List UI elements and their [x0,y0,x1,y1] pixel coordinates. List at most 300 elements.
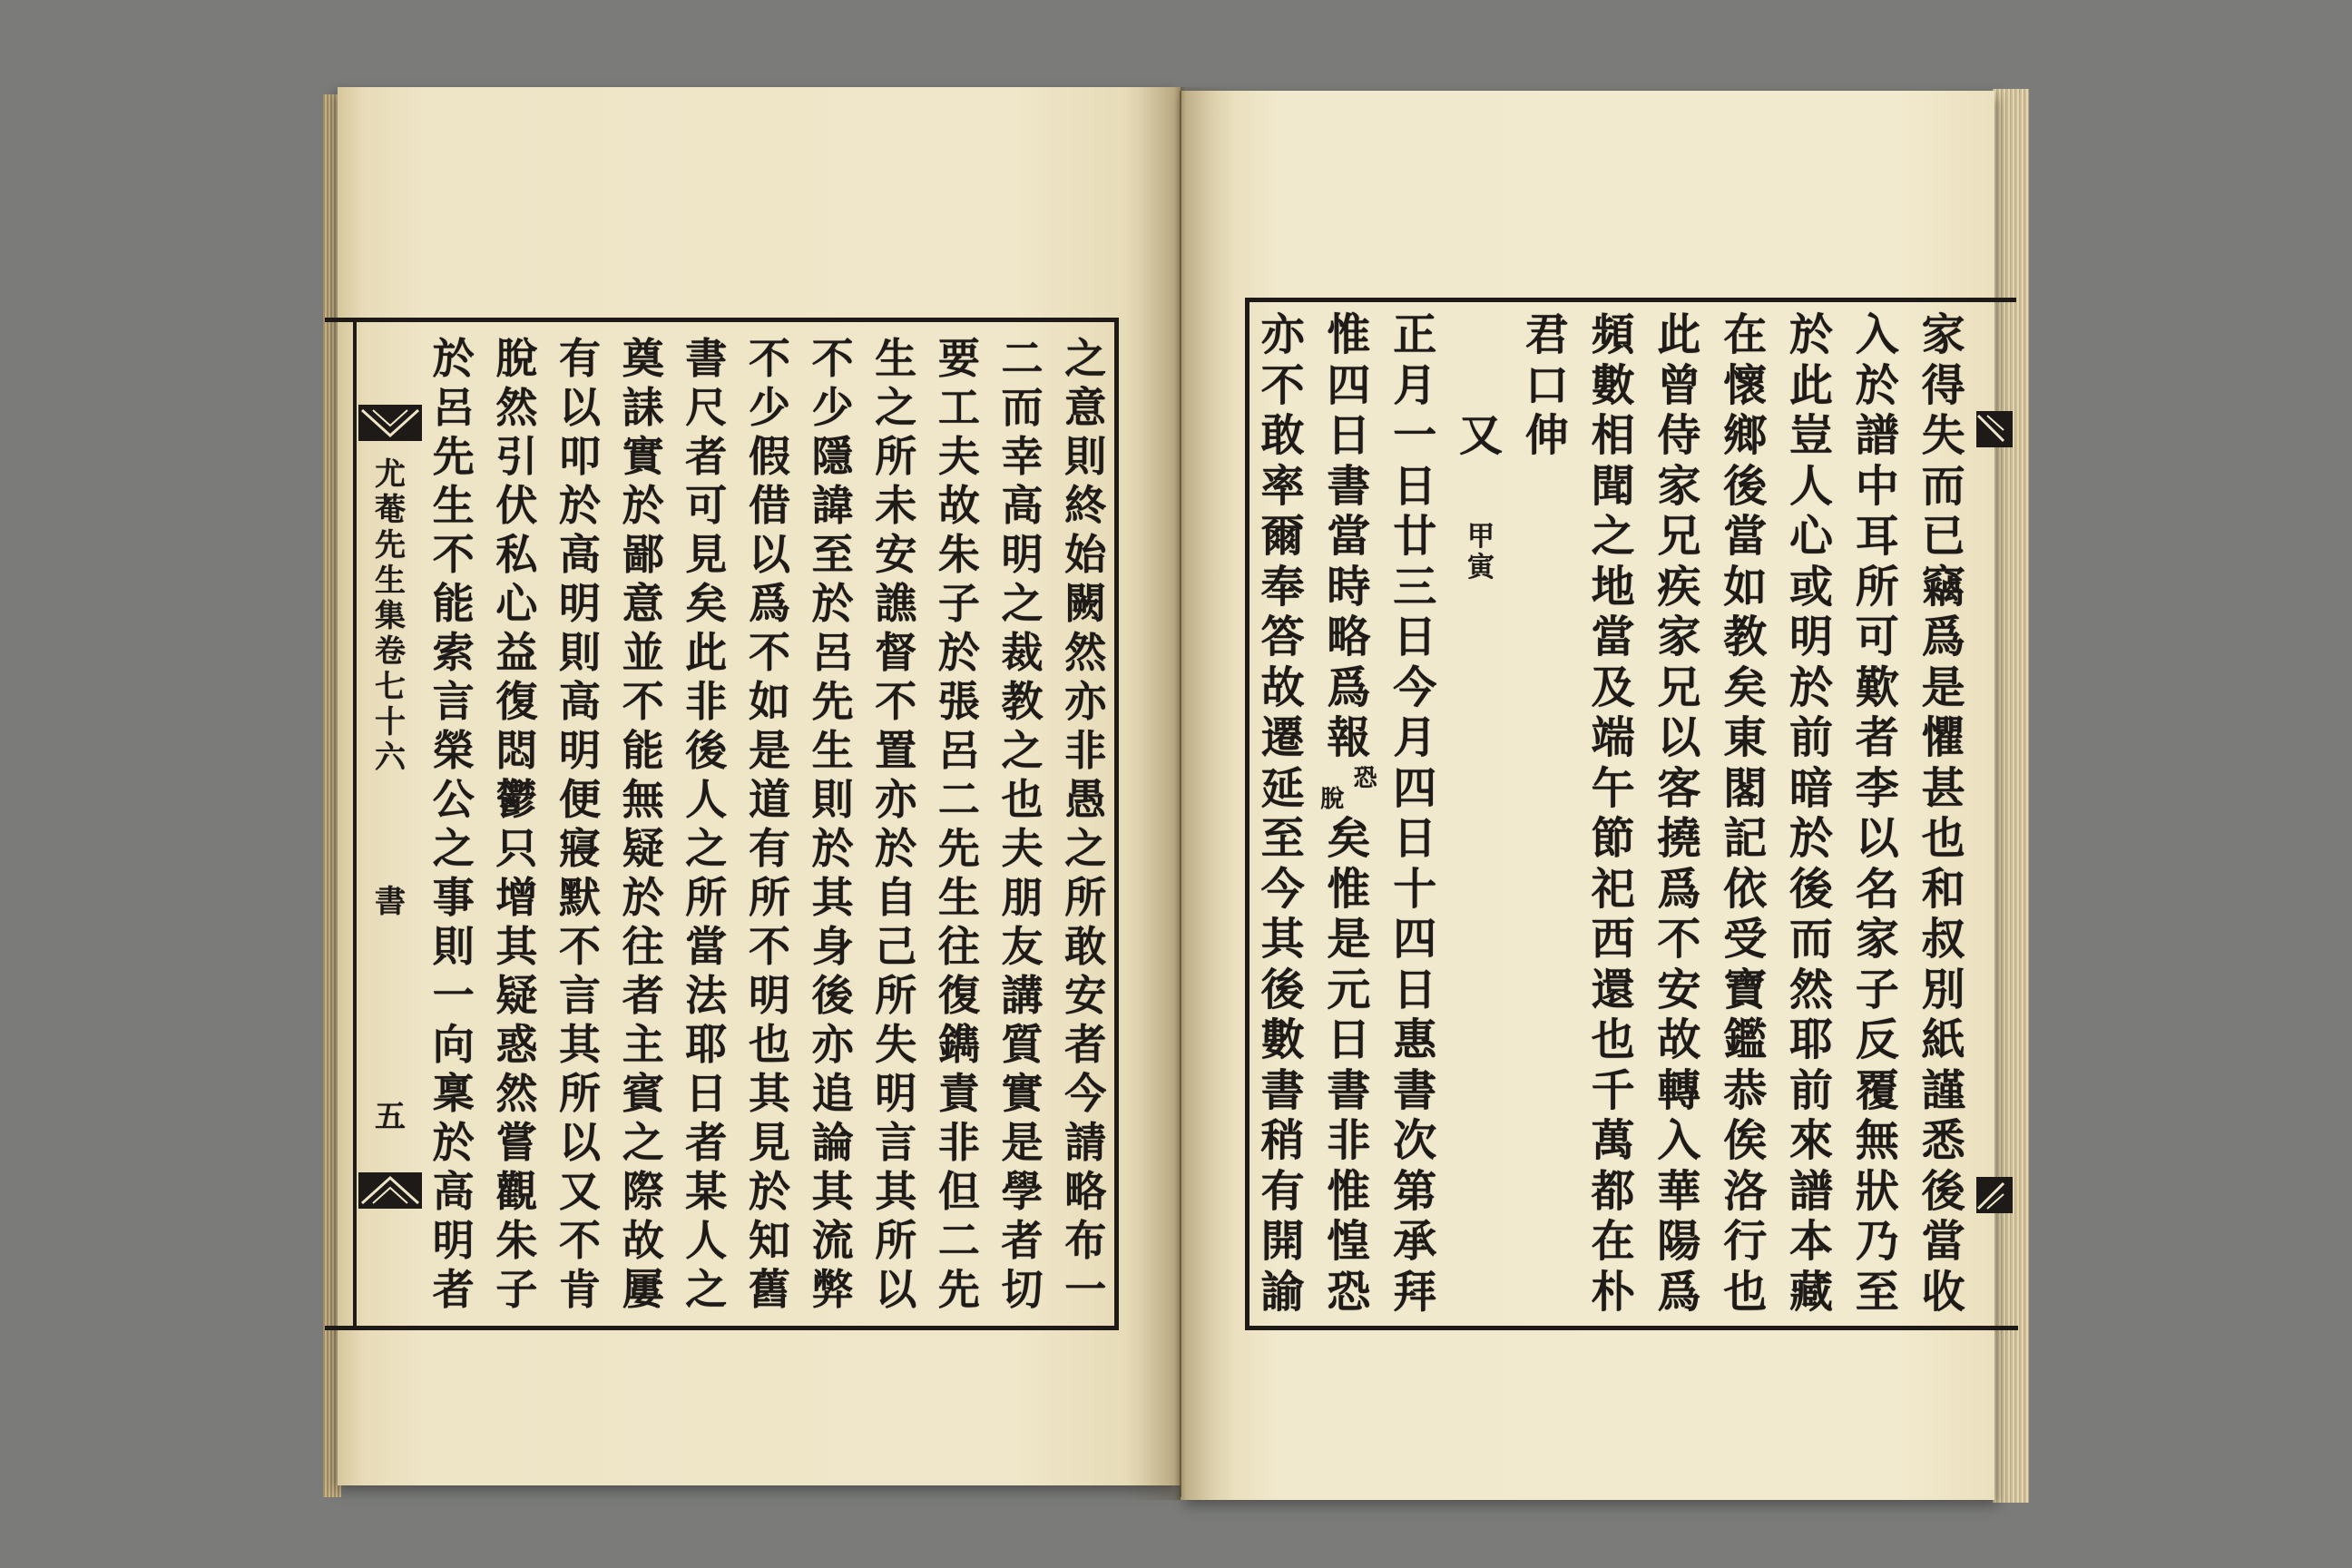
glyph: 是 [1001,1118,1044,1167]
glyph: 入 [1657,1115,1701,1166]
glyph: 舊 [748,1265,790,1314]
glyph: 不 [558,922,601,971]
glyph: 別 [1921,964,1965,1015]
glyph: 受 [1723,914,1768,965]
glyph: 講 [1001,971,1044,1020]
glyph: 生 [432,481,475,530]
glyph: 高 [432,1167,475,1216]
glyph: 朱 [495,1216,538,1265]
glyph: 諭 [1260,1266,1305,1318]
glyph: 於 [748,1167,790,1216]
glyph: 此 [1788,359,1833,411]
page-number [358,1100,422,1135]
glyph: 四 [1393,914,1437,965]
text-column [1054,334,1117,1314]
glyph: 覆 [1855,1064,1899,1116]
glyph: 責 [937,1069,980,1118]
glyph: 後 [1921,1165,1965,1217]
glyph: 生 [937,873,980,922]
glyph: 後 [1788,863,1833,915]
glyph: 者 [432,1265,475,1314]
glyph: 教 [1001,677,1044,726]
glyph: 者 [685,1118,728,1167]
glyph: 此 [685,628,728,677]
glyph: 書 [1260,1064,1305,1116]
glyph: 行 [1723,1216,1768,1267]
glyph: 明 [432,1216,475,1265]
glyph: 家 [1657,612,1701,662]
glyph: 生 [811,726,854,775]
glyph: 入 [1855,309,1899,360]
glyph: 幸 [1001,432,1044,481]
glyph: 所 [875,432,917,481]
glyph: 日 [1393,612,1437,662]
glyph: 不 [748,628,790,677]
glyph: 爲 [1327,662,1371,713]
glyph: 呂 [937,726,980,775]
fish-tail-mark-top-left [358,399,422,446]
glyph: 尺 [685,383,728,432]
glyph: 答 [1260,612,1305,662]
glyph: 失 [875,1020,917,1069]
glyph: 之 [432,824,475,873]
glyph: 如 [748,677,790,726]
glyph: 正 [1393,309,1437,360]
glyph: 曾 [1657,359,1701,411]
glyph: 先 [375,527,406,564]
glyph: 己 [875,922,917,971]
glyph: 此 [1657,309,1701,360]
glyph: 故 [1657,1014,1701,1065]
glyph: 只 [495,824,538,873]
fish-tail-mark-top-right [1976,407,2013,452]
glyph: 二 [937,775,980,824]
glyph: 誄 [622,383,664,432]
glyph: 轉 [1657,1064,1701,1116]
glyph: 嘗 [495,1118,538,1167]
glyph: 後 [1260,964,1305,1015]
text-column [1712,310,1779,1318]
glyph: 觀 [495,1167,538,1216]
glyph: 一 [432,971,475,1020]
glyph: 乃 [1855,1216,1899,1267]
glyph: 譙 [875,579,917,628]
glyph: 三 [1393,561,1437,612]
glyph: 而 [1921,460,1965,512]
glyph: 記 [1723,813,1768,864]
glyph: 於 [1788,813,1833,864]
glyph: 已 [1921,511,1965,562]
glyph: 君 [1524,309,1569,360]
glyph: 有 [558,334,601,383]
glyph: 今 [1260,863,1305,915]
glyph: 非 [937,1118,980,1167]
glyph: 也 [1921,813,1965,864]
glyph: 所 [1064,873,1107,922]
glyph: 夫 [1001,824,1044,873]
glyph: 於 [875,824,917,873]
glyph: 拜 [1393,1266,1437,1318]
glyph: 悉 [1921,1115,1965,1166]
glyph: 當 [1327,511,1371,562]
glyph: 紙 [1921,1014,1965,1065]
glyph: 疑 [622,824,664,873]
glyph: 爲 [1657,863,1701,915]
glyph: 報 [1327,712,1371,763]
glyph: 先 [432,432,475,481]
glyph: 不 [811,334,854,383]
glyph: 恐 [1327,1266,1371,1318]
glyph: 所 [685,873,728,922]
glyph: 而 [1788,914,1833,965]
running-title [358,457,422,776]
glyph: 人 [685,775,728,824]
glyph: 屢 [622,1265,664,1314]
glyph: 是 [748,726,790,775]
glyph: 安 [1064,971,1107,1020]
glyph: 書 [685,334,728,383]
frame-border-bottom-right-page [1245,1326,2018,1330]
glyph: 遷 [1260,712,1305,763]
glyph: 也 [748,1020,790,1069]
glyph: 明 [1788,612,1833,662]
text-column [1250,310,1316,1318]
glyph: 當 [685,922,728,971]
glyph: 則 [811,775,854,824]
glyph: 引 [495,432,538,481]
glyph: 要 [937,334,980,383]
glyph: 往 [937,922,980,971]
glyph: 者 [622,971,664,1020]
glyph: 切 [1001,1265,1044,1314]
glyph: 惟 [1327,863,1371,915]
glyph: 惠 [1393,1014,1437,1065]
glyph: 二 [937,1216,980,1265]
glyph: 六 [375,740,406,776]
glyph: 愚 [1064,775,1107,824]
interlinear-note-right [1348,766,1381,791]
glyph: 能 [432,579,475,628]
glyph: 又 [558,1167,601,1216]
fish-tail-mark-bottom-left [358,1167,422,1214]
glyph: 實 [1001,1069,1044,1118]
text-column [675,334,739,1314]
glyph: 其 [495,922,538,971]
glyph: 略 [1064,1167,1107,1216]
glyph: 則 [1064,432,1107,481]
glyph: 工 [937,383,980,432]
glyph: 故 [622,1216,664,1265]
glyph: 惟 [1327,309,1371,360]
glyph: 於 [1788,309,1833,360]
glyph: 私 [495,530,538,579]
glyph: 及 [1591,662,1635,713]
glyph: 但 [937,1167,980,1216]
glyph: 質 [1001,1020,1044,1069]
text-column-part [1316,310,1382,764]
glyph: 某 [685,1167,728,1216]
glyph: 而 [1001,383,1044,432]
glyph: 第 [1393,1165,1437,1217]
glyph: 開 [1260,1216,1305,1267]
glyph: 請 [1064,1118,1107,1167]
frame-border-bottom-left-page [325,1326,1119,1330]
glyph: 俟 [1723,1115,1768,1166]
glyph: 月 [1393,712,1437,763]
text-column [422,334,485,1314]
text-column [1580,310,1646,1318]
glyph: 者 [1855,712,1899,763]
glyph: 奠 [622,334,664,383]
glyph: 於 [622,873,664,922]
glyph: 兄 [1657,511,1701,562]
glyph: 廿 [1393,511,1437,562]
glyph: 意 [622,579,664,628]
glyph: 書 [1327,1064,1371,1116]
glyph: 譜 [1855,410,1899,461]
glyph: 張 [937,677,980,726]
glyph: 後 [1723,460,1768,512]
glyph: 不 [1657,914,1701,965]
glyph: 惑 [495,1020,538,1069]
glyph: 撓 [1657,813,1701,864]
glyph: 當 [1921,1216,1965,1267]
glyph: 反 [1855,1014,1899,1065]
glyph: 稟 [432,1069,475,1118]
glyph: 當 [1591,612,1635,662]
glyph: 至 [1855,1266,1899,1318]
glyph: 言 [558,971,601,1020]
glyph: 明 [558,726,601,775]
glyph: 以 [1855,813,1899,864]
glyph: 失 [1921,410,1965,461]
glyph: 家 [1921,309,1965,360]
glyph: 承 [1393,1216,1437,1267]
glyph: 公 [432,775,475,824]
glyph: 少 [811,383,854,432]
glyph: 口 [1524,359,1569,411]
glyph: 祀 [1591,863,1635,915]
glyph: 榮 [432,726,475,775]
glyph: 然 [1064,628,1107,677]
glyph: 頻 [1591,309,1635,360]
glyph: 於 [1855,359,1899,411]
section-label [358,885,422,920]
glyph: 始 [1064,530,1107,579]
glyph: 尤 [375,456,406,493]
glyph: 午 [1591,762,1635,814]
glyph: 日 [1393,964,1437,1015]
glyph: 以 [558,383,601,432]
glyph: 鑑 [1723,1014,1768,1065]
glyph: 之 [1001,726,1044,775]
glyph: 時 [1327,561,1371,612]
fish-tail-mark-bottom-right [1976,1172,2013,1218]
glyph: 卷 [375,633,406,670]
glyph: 於 [1788,662,1833,713]
glyph: 矣 [1327,813,1371,864]
interlinear-note-left [1316,787,1348,812]
glyph: 十 [375,704,406,740]
glyph: 於 [432,334,475,383]
glyph: 奉 [1260,561,1305,612]
glyph: 於 [811,579,854,628]
book-spine-crease [1180,91,1181,1497]
glyph: 謹 [1921,1064,1965,1116]
glyph: 叔 [1921,914,1965,965]
glyph: 復 [495,677,538,726]
glyph: 菴 [375,492,406,528]
glyph: 法 [685,971,728,1020]
glyph: 亦 [1064,677,1107,726]
glyph: 其 [811,873,854,922]
glyph: 意 [1064,383,1107,432]
glyph: 論 [811,1118,854,1167]
glyph: 後 [811,971,854,1020]
glyph: 疑 [495,971,538,1020]
glyph: 其 [875,1167,917,1216]
glyph: 四 [1327,359,1371,411]
glyph: 陽 [1657,1216,1701,1267]
glyph: 然 [1788,964,1833,1015]
frame-border-top-left-page [325,318,1119,322]
glyph: 所 [1855,561,1899,612]
glyph: 高 [558,530,601,579]
glyph: 不 [432,530,475,579]
text-column [801,334,865,1314]
glyph: 今 [1064,1069,1107,1118]
glyph: 耶 [1788,1014,1833,1065]
glyph: 懼 [1921,712,1965,763]
glyph: 益 [495,628,538,677]
glyph: 朴 [1591,1266,1635,1318]
glyph: 也 [1591,1014,1635,1065]
glyph: 亦 [875,775,917,824]
glyph: 書 [1327,460,1371,512]
glyph: 者 [685,432,728,481]
glyph: 豈 [1788,410,1833,461]
glyph: 友 [1001,922,1044,971]
glyph: 竊 [1921,561,1965,612]
glyph: 或 [1788,561,1833,612]
glyph: 心 [1788,511,1833,562]
glyph: 之 [1064,334,1107,383]
frame-border-top-right-page [1245,298,2016,302]
glyph: 節 [1591,813,1635,864]
glyph: 生 [375,563,406,599]
text-column [1844,310,1910,1318]
glyph: 可 [685,481,728,530]
glyph: 月 [1393,359,1437,411]
glyph: 鄙 [622,530,664,579]
glyph: 流 [811,1216,854,1265]
glyph: 可 [1855,612,1899,662]
glyph: 耳 [1855,511,1899,562]
glyph: 四 [1393,762,1437,814]
glyph: 有 [1260,1165,1305,1217]
glyph: 借 [748,481,790,530]
glyph: 明 [558,579,601,628]
text-column [864,334,927,1314]
glyph: 五 [375,1099,406,1135]
glyph: 便 [558,775,601,824]
glyph: 知 [748,1216,790,1265]
glyph: 名 [1855,863,1899,915]
glyph: 前 [1788,712,1833,763]
glyph: 如 [1723,561,1768,612]
glyph: 追 [811,1069,854,1118]
glyph: 以 [558,1118,601,1167]
glyph: 恐 [1353,765,1377,792]
glyph: 日 [1393,813,1437,864]
glyph: 終 [1064,481,1107,530]
glyph: 藏 [1788,1266,1833,1318]
glyph: 日 [685,1069,728,1118]
glyph: 之 [1001,579,1044,628]
glyph: 事 [432,873,475,922]
glyph: 於 [622,481,664,530]
glyph: 疾 [1657,561,1701,612]
glyph: 少 [748,383,790,432]
glyph: 懷 [1723,359,1768,411]
glyph: 然 [495,1069,538,1118]
glyph: 故 [937,481,980,530]
glyph: 洛 [1723,1165,1768,1217]
glyph: 安 [875,530,917,579]
glyph: 至 [811,530,854,579]
glyph: 往 [622,922,664,971]
glyph: 華 [1657,1165,1701,1217]
glyph: 恭 [1723,1064,1768,1116]
glyph: 肯 [558,1265,601,1314]
glyph: 向 [432,1020,475,1069]
glyph: 一 [1393,410,1437,461]
glyph: 明 [1001,530,1044,579]
glyph: 所 [558,1069,601,1118]
glyph: 自 [875,873,917,922]
glyph: 際 [622,1167,664,1216]
glyph: 是 [1327,914,1371,965]
glyph: 能 [622,726,664,775]
glyph: 弊 [811,1265,854,1314]
glyph: 在 [1723,309,1768,360]
glyph: 又 [1458,410,1503,461]
glyph: 鄉 [1723,410,1768,461]
glyph: 延 [1260,762,1305,814]
glyph: 和 [1921,863,1965,915]
glyph: 數 [1591,359,1635,411]
glyph: 略 [1327,612,1371,662]
glyph: 也 [1001,775,1044,824]
glyph: 非 [685,677,728,726]
glyph: 數 [1260,1014,1305,1065]
text-column [612,334,675,1314]
glyph: 先 [937,824,980,873]
glyph: 兄 [1657,662,1701,713]
glyph: 惟 [1327,1165,1371,1217]
glyph: 是 [1921,662,1965,713]
glyph: 率 [1260,460,1305,512]
glyph: 有 [748,824,790,873]
glyph: 寢 [558,824,601,873]
glyph: 也 [1723,1266,1768,1318]
glyph: 甚 [1921,762,1965,814]
glyph: 暗 [1788,762,1833,814]
glyph: 見 [748,1118,790,1167]
text-column [927,334,991,1314]
glyph: 不 [748,334,790,383]
text-column [1646,310,1712,1318]
